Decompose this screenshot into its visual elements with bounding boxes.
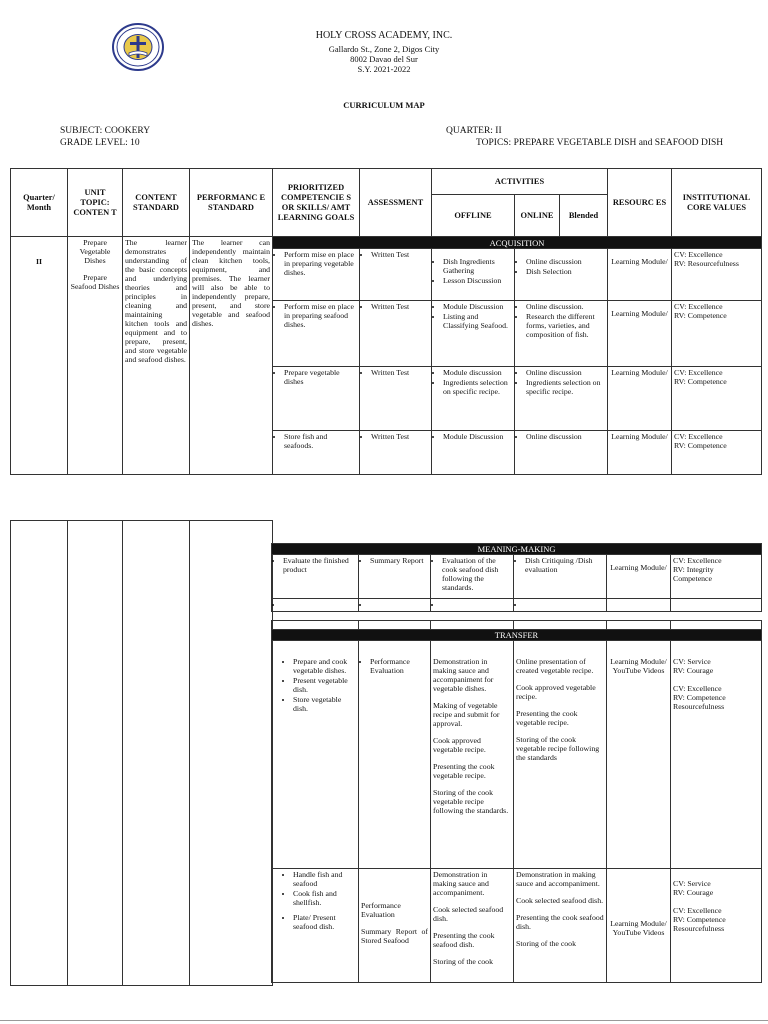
online-activity: Storing of the cook vegetable recipe following the standards [516,735,600,762]
empty-cell [11,521,68,986]
competency-text: • Prepare and cook vegetable dishes. [293,657,356,675]
assessment-text: • Written Test [371,250,429,259]
competency-text: • Store vegetable dish. [293,695,356,713]
online-activity: • Ingredients selection on specific recipe. [526,378,605,396]
empty-bullet [370,600,428,609]
col-assessment: ASSESSMENT [360,169,432,237]
online-activity: • Online discussion [526,368,605,377]
offline-activity: Cook approved vegetable recipe. [433,736,486,754]
offline-activity: Demonstration in making sauce and accompaniment. [433,870,489,897]
offline-activity: Making of vegetable recipe and submit for approval. [433,701,500,728]
col-unit-topic: UNIT TOPIC: CONTEN T [68,169,123,237]
band-acquisition: ACQUISITION [273,237,762,249]
resources-text: Learning Module/ [607,555,671,599]
competency-text: • Perform mise en place in preparing seafood dishes. [284,302,357,329]
col-performance-standard: PERFORMANC E STANDARD [190,169,273,237]
core-values-text: CV: Service RV: Courage CV: Excellence RV: Competence Resourcefulness [671,869,762,983]
assessment-text: Summary Report of Stored Seafood [361,927,428,945]
col-quarter-month: Quarter/ Month [11,169,68,237]
empty-cell [671,599,762,612]
col-activities: ACTIVITIES [432,169,608,195]
content-standard-text: The learner demonstrates understanding of the basic concepts and underlying theories and principles in cleaning and maintaining kitchen tools and equipment and to prepare, present, and store vegetable and seafood dishes. [123,237,190,475]
empty-cell [431,621,514,630]
offline-activity: Presenting the cook seafood dish. [433,931,495,949]
band-transfer: TRANSFER [272,630,762,641]
topics-label: TOPICS: PREPARE VEGETABLE DISH and SEAFOOD DISH [476,138,724,148]
col-core-values: INSTITUTIONAL CORE VALUES [672,169,762,237]
offline-activity: • Listing and Classifying Seafood. [443,312,512,330]
school-name: HOLY CROSS ACADEMY, INC. [315,30,453,41]
offline-activity: Cook selected seafood dish. [433,905,504,923]
competency-text: • Handle fish and seafood [293,870,356,888]
core-values-text: CV: Excellence RV: Resourcefulness [672,249,762,301]
assessment-text: • Written Test [371,368,429,377]
grade-level-label: GRADE LEVEL: 10 [60,138,140,148]
table-row [272,641,762,869]
online-activity: • Online discussion [526,257,605,266]
resources-text: Learning Module/ YouTube Videos [607,869,671,983]
offline-activity: • Module Discussion [443,432,512,441]
curriculum-table-meaning [271,543,762,612]
resources-text: Learning Module/ [608,367,672,431]
col-resources: RESOURC ES [608,169,672,237]
empty-cell [514,621,607,630]
resources-text: Learning Module/ [608,249,672,301]
offline-activity: Storing of the cook vegetable recipe following the standards. [433,788,509,815]
online-activity: • Online discussion. [526,302,605,311]
curriculum-table-page1 [10,168,762,475]
empty-cell [359,621,431,630]
competency-text: • Evaluate the finished product [283,556,356,574]
online-activity: Cook selected seafood dish. [516,896,604,905]
assessment-text: • Summary Report [370,556,428,565]
empty-cell [68,521,123,986]
col-competencies: PRIORITIZED COMPETENCIE S OR SKILLS/ AMT LEARNING GOALS [273,169,360,237]
offline-activity: Presenting the cook vegetable recipe. [433,762,495,780]
online-activity: Cook approved vegetable recipe. [516,683,596,701]
online-activity: • Online discussion [526,432,605,441]
competency-text: • Cook fish and shellfish. [293,889,356,907]
col-blended: Blended [560,195,608,237]
offline-activity: Demonstration in making sauce and accompaniment for vegetable dishes. [433,657,494,693]
empty-cell [190,521,273,986]
competency-text: • Perform mise en place in preparing vegetable dishes. [284,250,357,277]
offline-activity: Storing of the cook [433,957,493,966]
quarter-value: II [11,237,68,475]
empty-cell [607,599,671,612]
page-divider [0,1020,768,1021]
col-content-standard: CONTENT STANDARD [123,169,190,237]
empty-cell [671,621,762,630]
assessment-text: • Written Test [371,302,429,311]
online-activity: Presenting the cook seafood dish. [516,913,604,931]
resources-text: Learning Module/ [608,301,672,367]
school-year: S.Y. 2021-2022 [357,64,411,74]
offline-activity: • Lesson Discussion [443,276,512,285]
school-address-line1: Gallardo St., Zone 2, Digos City [328,44,440,54]
subject-label: SUBJECT: COOKERY [60,126,151,136]
assessment-text: • Performance Evaluation [370,657,428,675]
document-title: CURRICULUM MAP [343,100,425,110]
school-address-line2: 8002 Davao del Sur [350,54,418,64]
online-activity: Storing of the cook [516,939,576,948]
competency-text: • Store fish and seafoods. [284,432,357,450]
table-row [272,555,762,599]
curriculum-table-transfer [271,620,762,983]
core-values-text: CV: Excellence RV: Competence [672,301,762,367]
online-activity: • Dish Critiquing /Dish evaluation [525,556,604,574]
competency-text: • Prepare vegetable dishes [284,368,357,386]
core-values-text: CV: Service RV: Courage CV: Excellence RV: Competence Resourcefulness [671,641,762,869]
core-values-text: CV: Excellence RV: Competence [672,431,762,475]
empty-bullet [283,600,356,609]
offline-activity: • Ingredients selection on specific recipe. [443,378,512,396]
col-offline: OFFLINE [432,195,515,237]
table-row [272,869,762,983]
band-meaning-making: MEANING-MAKING [272,544,762,555]
online-activity: Online presentation of created vegetable recipe. [516,657,594,675]
offline-activity: • Evaluation of the cook seafood dish following the standards. [442,556,511,592]
core-values-text: CV: Excellence RV: Integrity Competence [671,555,762,599]
online-activity: Presenting the cook vegetable recipe. [516,709,578,727]
empty-cell [123,521,190,986]
competency-text: • Plate/ Present seafood dish. [293,913,356,931]
empty-cell [607,621,671,630]
offline-activity: • Dish Ingredients Gathering [443,257,512,275]
performance-standard-text: The learner can independently maintain clean kitchen tools, equipment, and premises. The learner will also be able to independently prepare, present, and store vegetable and seafood dishes. [190,237,273,475]
online-activity: Demonstration in making sauce and accompaniment. [516,870,600,888]
empty-cell [272,621,359,630]
assessment-text: Performance Evaluation [361,901,401,919]
competency-text: • Present vegetable dish. [293,676,356,694]
offline-activity: • Module discussion [443,368,512,377]
curriculum-table-page2-left [10,520,273,986]
online-activity: • Dish Selection [526,267,605,276]
table-row [272,599,762,612]
core-values-text: CV: Excellence RV: Competence [672,367,762,431]
offline-activity: • Module Discussion [443,302,512,311]
unit-topic-vegetable: Prepare Vegetable Dishes [79,238,111,265]
unit-topic-seafood: Prepare Seafood Dishes [70,273,120,291]
resources-text: Learning Module/ [608,431,672,475]
online-activity: • Research the different forms, varieties, and composition of fish. [526,312,605,339]
assessment-text: • Written Test [371,432,429,441]
col-online: ONLINE [515,195,560,237]
resources-text: Learning Module/ YouTube Videos [607,641,671,869]
empty-bullet [525,600,604,609]
unit-topic-cell [68,237,123,475]
quarter-label: QUARTER: II [446,126,502,136]
empty-bullet [442,600,511,609]
